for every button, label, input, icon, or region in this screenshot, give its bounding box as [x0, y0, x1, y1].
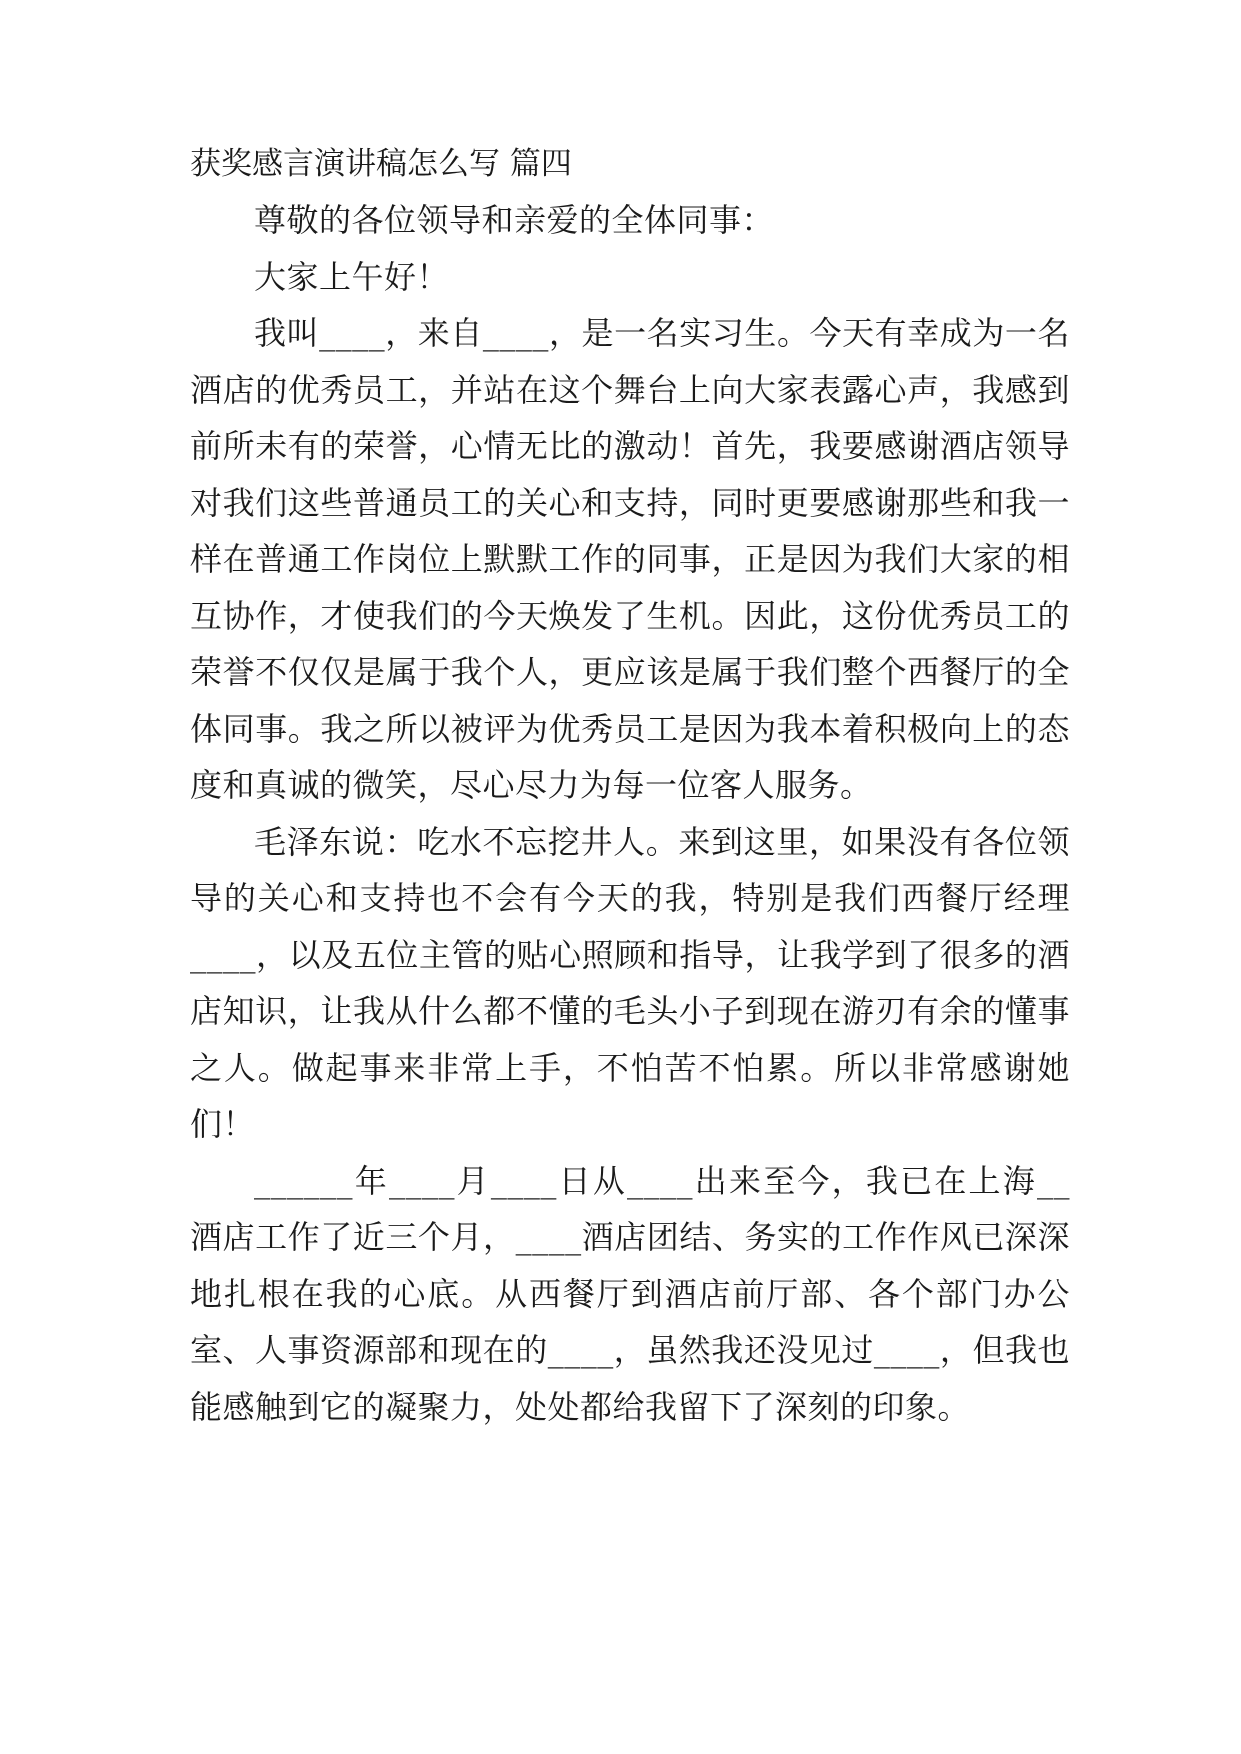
document-title: 获奖感言演讲稿怎么写 篇四 — [190, 146, 572, 182]
paragraph-3: ______年____月____日从____出来至今，我已在上海__酒店工作了近三个月，____酒店团结、务实的工作作风已深深地扎根在我的心底。从西餐厅到酒店前厅部、各个部门办公室、人事资源部和现在的____，虽然我还没见过____，但我也能感触到它的凝聚力，处处都给我留下了深刻的印象。 — [190, 1161, 1070, 1426]
paragraph-2: 毛泽东说：吃水不忘挖井人。来到这里，如果没有各位领导的关心和支持也不会有今天的我，特别是我们西餐厅经理____，以及五位主管的贴心照顾和指导，让我学到了很多的酒店知识，让我从什么都不懂的毛头小子到现在游刃有余的懂事之人。做起事来非常上手，不怕苦不怕累。所以非常感谢她们！ — [190, 822, 1070, 1143]
document-page — [190, 136, 1070, 1435]
paragraph-1: 我叫____，来自____，是一名实习生。今天有幸成为一名酒店的优秀员工，并站在这个舞台上向大家表露心声，我感到前所未有的荣誉，心情无比的激动！首先，我要感谢酒店领导对我们这些普通员工的关心和支持，同时更要感谢那些和我一样在普通工作岗位上默默工作的同事，正是因为我们大家的相互协作，才使我们的今天焕发了生机。因此，这份优秀员工的荣誉不仅仅是属于我个人，更应该是属于我们整个西餐厅的全体同事。我之所以被评为优秀员工是因为我本着积极向上的态度和真诚的微笑，尽心尽力为每一位客人服务。 — [190, 314, 1070, 804]
greeting: 大家上午好！ — [254, 257, 450, 296]
salutation: 尊敬的各位领导和亲爱的全体同事： — [254, 201, 775, 239]
